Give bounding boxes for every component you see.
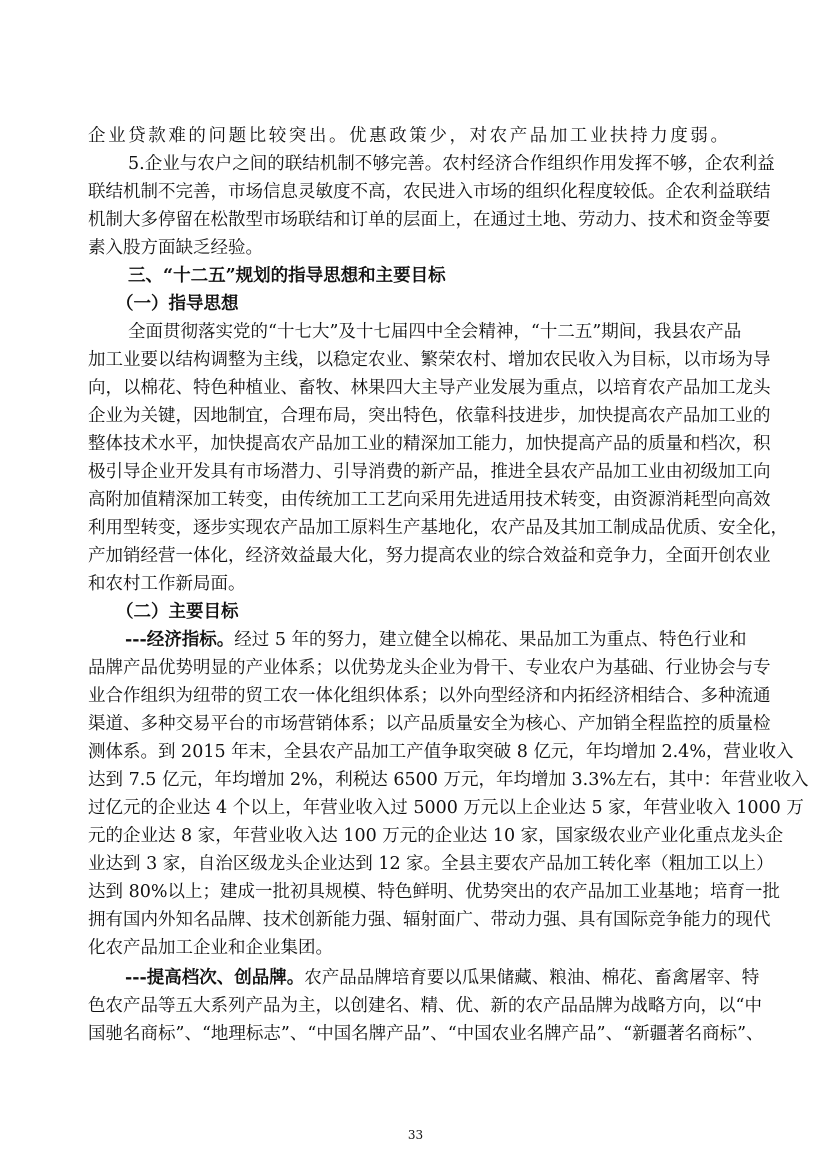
paragraph-line: 达到 80%以上；建成一批初具规模、特色鲜明、优势突出的农产品加工业基地；培育一批 — [88, 882, 780, 902]
paragraph-line: 化农产品加工企业和企业集团。 — [88, 938, 333, 958]
paragraph-line — [125, 628, 747, 654]
paragraph-line: 高附加值精深加工转变，由传统加工工艺向采用先进适用技术转变，由资源消耗型向高效 — [88, 490, 771, 510]
paragraph-line: 色农产品等五大系列产品为主，以创建名、精、优、新的农产品品牌为战略方向，以“中 — [88, 996, 762, 1016]
paragraph-text: 农产品品牌培育要以瓜果储藏、粮油、棉花、畜禽屠宰、特 — [304, 968, 760, 988]
page-number: 33 — [407, 1128, 424, 1142]
paragraph-line: 加工业要以结构调整为主线，以稳定农业、繁荣农村、增加农民收入为目标，以市场为导 — [88, 350, 771, 370]
paragraph-line: 和农村工作新局面。 — [88, 574, 246, 594]
lead-term-brand: ---提高档次、创品牌。 — [125, 968, 305, 988]
paragraph-line: 联结机制不完善，市场信息灵敏度不高，农民进入市场的组织化程度较低。企农利益联结 — [88, 182, 771, 202]
paragraph-line: 5.企业与农户之间的联结机制不够完善。农村经济合作组织作用发挥不够，企农利益 — [128, 154, 775, 174]
subsection-heading: （一）指导思想 — [116, 294, 239, 314]
paragraph-line: 业达到 3 家，自治区级龙头企业达到 12 家。全县主要农产品加工转化率（粗加工以上） — [88, 854, 774, 874]
paragraph-line: 元的企业达 8 家，年营业收入达 100 万元的企业达 10 家，国家级农业产业化重点龙头企 — [88, 826, 784, 846]
paragraph-line: 过亿元的企业达 4 个以上，年营业收入过 5000 万元以上企业达 5 家，年营业收入 1000 万 — [88, 798, 804, 818]
paragraph-line: 素入股方面缺乏经验。 — [88, 238, 263, 258]
subsection-heading: （二）主要目标 — [116, 602, 239, 622]
paragraph-text: 经过 5 年的努力，建立健全以棉花、果品加工为重点、特色行业和 — [234, 630, 747, 650]
paragraph-line: 国驰名商标”、“地理标志”、“中国名牌产品”、“中国农业名牌产品”、“新疆著名商标”、 — [88, 1024, 764, 1044]
paragraph-line: 品牌产品优势明显的产业体系；以优势龙头企业为骨干、专业农户为基础、行业协会与专 — [88, 658, 771, 678]
paragraph-line: 企业贷款难的问题比较突出。优惠政策少，对农产品加工业扶持力度弱。 — [88, 126, 728, 146]
paragraph-line: 机制大多停留在松散型市场联结和订单的层面上，在通过土地、劳动力、技术和资金等要 — [88, 210, 771, 230]
paragraph-line: 企业为关键，因地制宜，合理布局，突出特色，依靠科技进步，加快提高农产品加工业的 — [88, 406, 771, 426]
paragraph-line: 业合作组织为纽带的贸工农一体化组织体系；以外向型经济和内拓经济相结合、多种流通 — [88, 686, 771, 706]
paragraph-line: 达到 7.5 亿元，年均增加 2%，利税达 6500 万元，年均增加 3.3%左右，其中：年营业收入 — [88, 770, 809, 790]
paragraph-line: 极引导企业开发具有市场潜力、引导消费的新产品，推进全县农产品加工业由初级加工向 — [88, 462, 771, 482]
section-heading: 三、“十二五”规划的指导思想和主要目标 — [128, 266, 446, 286]
paragraph-line: 测体系。到 2015 年末，全县农产品加工产值争取突破 8 亿元，年均增加 2.4%，营业收入 — [88, 742, 794, 762]
paragraph-line: 产加销经营一体化，经济效益最大化，努力提高农业的综合效益和竞争力，全面开创农业 — [88, 546, 771, 566]
paragraph-line: 拥有国内外知名品牌、技术创新能力强、辐射面广、带动力强、具有国际竞争能力的现代 — [88, 910, 771, 930]
paragraph-line: 整体技术水平，加快提高农产品加工业的精深加工能力，加快提高产品的质量和档次，积 — [88, 434, 771, 454]
paragraph-line: 渠道、多种交易平台的市场营销体系；以产品质量安全为核心、产加销全程监控的质量检 — [88, 714, 771, 734]
paragraph-line: 向，以棉花、特色种植业、畜牧、林果四大主导产业发展为重点，以培育农产品加工龙头 — [88, 378, 771, 398]
paragraph-line: 利用型转变，逐步实现农产品加工原料生产基地化，农产品及其加工制成品优质、安全化， — [88, 518, 788, 538]
paragraph-line: 全面贯彻落实党的“十七大”及十七届四中全会精神，“十二五”期间，我县农产品 — [128, 322, 742, 342]
lead-term-economic: ---经济指标。 — [125, 630, 235, 650]
paragraph-line — [125, 966, 760, 992]
